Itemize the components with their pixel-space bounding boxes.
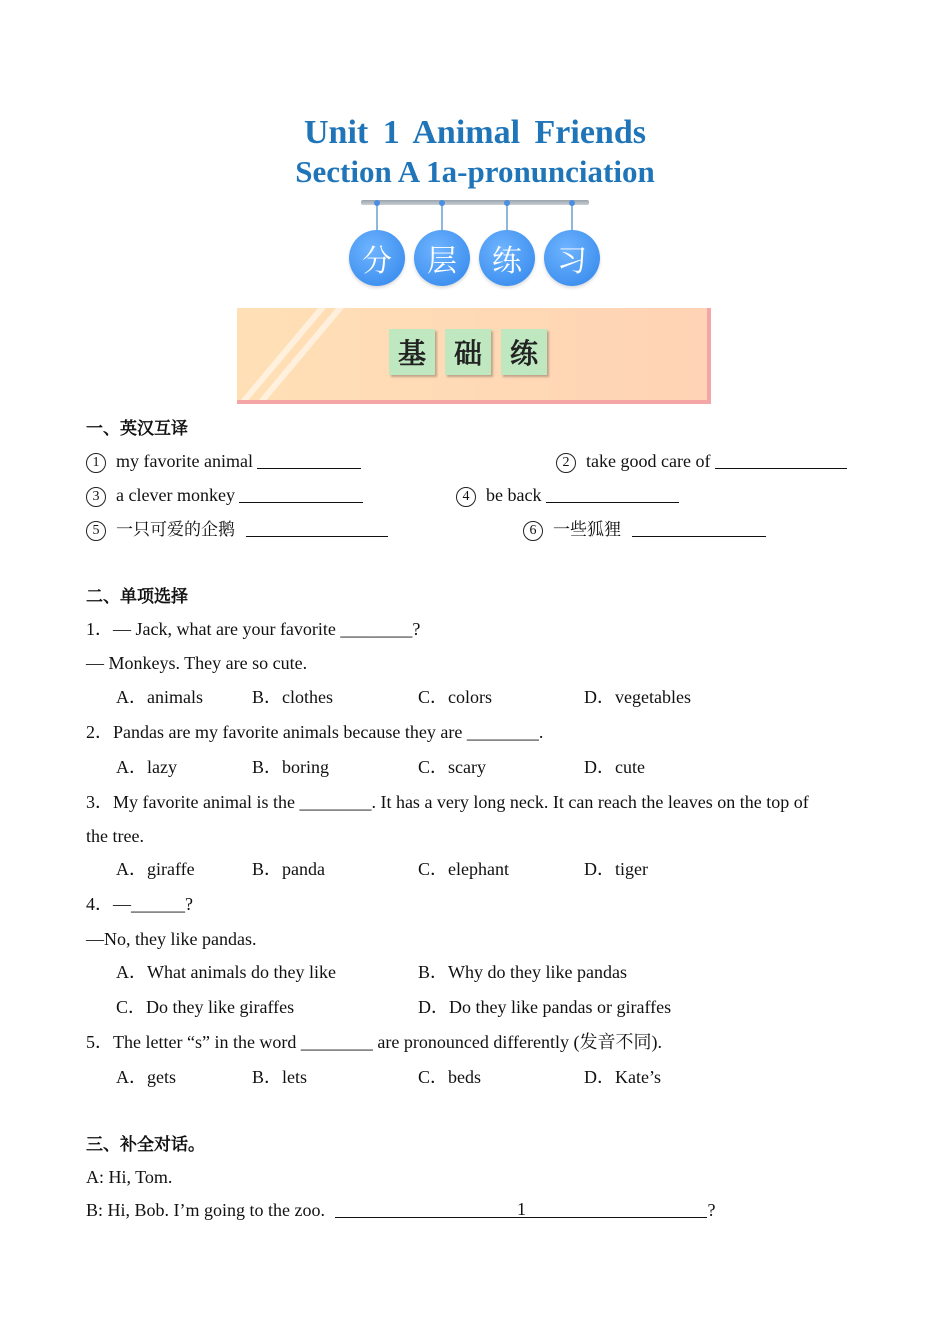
option[interactable]: A．lazy [116, 757, 177, 777]
hanging-bar [361, 200, 589, 205]
option[interactable]: B．Why do they like pandas [418, 962, 627, 982]
translate-item [86, 484, 363, 507]
dialogue-line [86, 1199, 715, 1221]
question-line: —No, they like pandas. [86, 929, 257, 949]
question-stem: 5．The letter “s” in the word ________ are pronounced differently (发音不同). [86, 1032, 662, 1052]
badge-char: 练 [479, 230, 535, 286]
hanger-line [376, 203, 378, 231]
item-text: 一只可爱的企鹅 [116, 520, 235, 540]
item-text: my favorite animal [116, 451, 253, 471]
option[interactable]: C．beds [418, 1067, 481, 1087]
banner-char: 练 [501, 329, 547, 375]
dialogue-blank[interactable] [335, 1201, 707, 1218]
banner-char: 基 [389, 329, 435, 375]
option[interactable]: D．tiger [584, 859, 648, 879]
answer-blank[interactable] [257, 452, 361, 469]
item-number: 4 [456, 487, 476, 507]
answer-blank[interactable] [632, 520, 766, 537]
hanger-dot [439, 200, 445, 206]
option[interactable]: A．What animals do they like [116, 962, 336, 982]
blank-number: 1 [516, 1199, 526, 1219]
option[interactable]: A．giraffe [116, 859, 195, 879]
option[interactable]: A．animals [116, 687, 203, 707]
section-heading: 二、单项选择 [86, 587, 188, 607]
item-number: 2 [556, 453, 576, 473]
question-stem: 1．— Jack, what are your favorite ________? [86, 619, 421, 639]
option[interactable]: D．cute [584, 757, 645, 777]
item-text: a clever monkey [116, 485, 235, 505]
answer-blank[interactable] [546, 486, 679, 503]
option[interactable]: B．panda [252, 859, 325, 879]
hanger-dot [504, 200, 510, 206]
option[interactable]: B．clothes [252, 687, 333, 707]
banner-stripe [237, 308, 327, 404]
translate-item [86, 518, 388, 541]
item-text: be back [486, 485, 542, 505]
option[interactable]: D．Kate’s [584, 1067, 661, 1087]
section-heading: 一、英汉互译 [86, 419, 188, 439]
option[interactable]: C．elephant [418, 859, 509, 879]
option[interactable]: A．gets [116, 1067, 176, 1087]
dialogue-line: A: Hi, Tom. [86, 1167, 173, 1187]
translate-item [556, 450, 847, 473]
item-number: 5 [86, 521, 106, 541]
question-mark: ? [707, 1200, 716, 1220]
translate-item [523, 518, 766, 541]
section-heading: 三、补全对话。 [86, 1135, 205, 1155]
option[interactable]: C．Do they like giraffes [116, 997, 295, 1017]
banner-stripe [251, 308, 346, 404]
hanger-line [441, 203, 443, 231]
item-number: 6 [523, 521, 543, 541]
translate-item [86, 450, 361, 473]
item-text: take good care of [586, 451, 711, 471]
item-text: 一些狐狸 [553, 520, 621, 540]
hanger-dot [374, 200, 380, 206]
question-stem: 2．Pandas are my favorite animals because they are ________. [86, 722, 544, 742]
option[interactable]: D．vegetables [584, 687, 691, 707]
item-number: 1 [86, 453, 106, 473]
option[interactable]: D．Do they like pandas or giraffes [418, 997, 672, 1017]
dialogue-text: B: Hi, Bob. I’m going to the zoo. [86, 1200, 325, 1220]
answer-blank[interactable] [239, 486, 363, 503]
hanger-line [506, 203, 508, 231]
item-number: 3 [86, 487, 106, 507]
question-line: the tree. [86, 826, 144, 846]
option[interactable]: B．boring [252, 757, 330, 777]
question-stem: 3．My favorite animal is the ________. It has a very long neck. It can reach the leaves on the top of [86, 792, 809, 812]
answer-blank[interactable] [246, 520, 388, 537]
page-title: Unit 1 Animal Friends [304, 114, 646, 151]
option[interactable]: C．scary [418, 757, 486, 777]
answer-blank[interactable] [715, 452, 847, 469]
badge-char: 习 [544, 230, 600, 286]
hanger-dot [569, 200, 575, 206]
question-stem: 4．—______? [86, 894, 193, 914]
hanger-line [571, 203, 573, 231]
page-subtitle: Section A 1a-pronunciation [295, 154, 655, 189]
question-line: — Monkeys. They are so cute. [86, 653, 308, 673]
badge-char: 分 [349, 230, 405, 286]
badge-char: 层 [414, 230, 470, 286]
translate-item [456, 484, 679, 507]
banner-char: 础 [445, 329, 491, 375]
level-banner [237, 308, 711, 404]
option[interactable]: C．colors [418, 687, 492, 707]
option[interactable]: B．lets [252, 1067, 308, 1087]
